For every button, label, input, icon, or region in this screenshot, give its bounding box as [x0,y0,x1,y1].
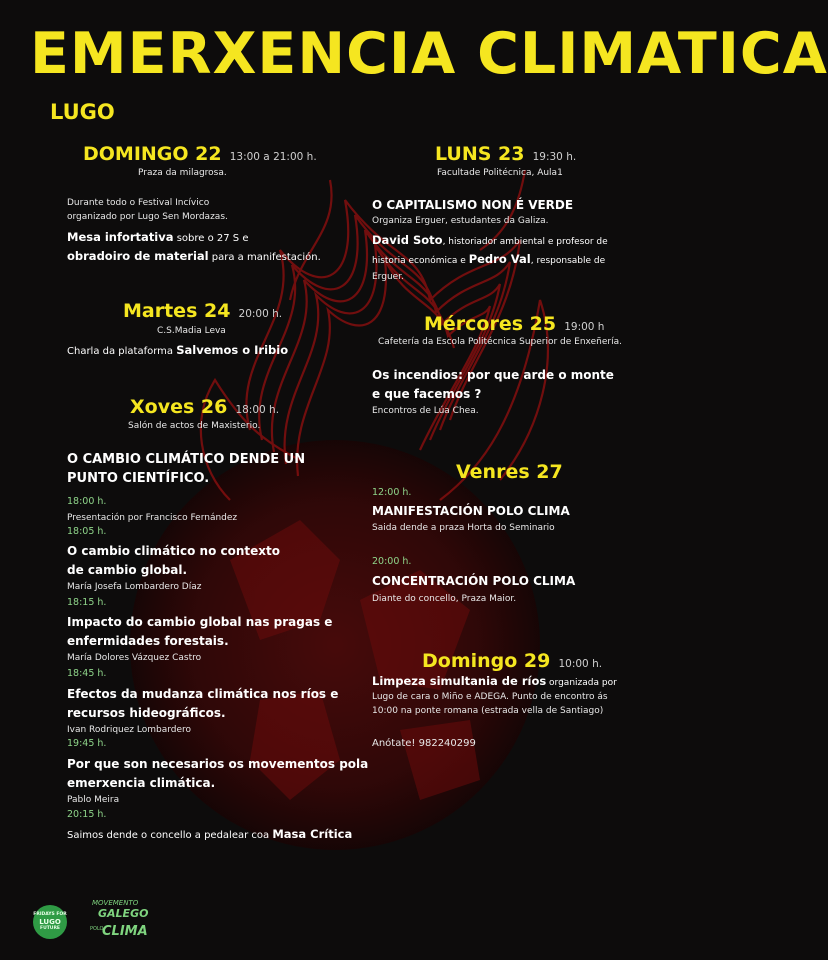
time-label: 18:05 h. [67,526,107,537]
bold-text: Salvemos o Iribio [176,343,289,357]
speaker: María Josefa Lombardero Díaz [67,582,202,592]
text-line [67,342,288,359]
logo-text: FRIDAYS FOR [33,912,67,918]
organizer: Encontros de Lúa Chea. [372,406,479,416]
time-label: 18:00 h. [67,496,107,507]
fridays-for-future-logo [33,905,67,939]
place-label: Facultade Politécnica, Aula1 [437,168,563,178]
text-line [67,826,352,843]
time-label: 10:00 h. [558,658,603,670]
time-label: 20:00 h. [372,556,412,567]
text-line [372,673,617,691]
day-title: Domingo 29 [422,650,551,672]
text: sobre o 27 S e [173,233,249,244]
xoves-26-header [130,396,279,418]
text-line: 10:00 na ponte romana (estrada vella de Santiago) [372,706,604,716]
talk-title: emerxencia climática. [67,776,216,790]
speaker: Pablo Meira [67,795,120,805]
text: para a manifestación. [208,252,321,263]
bold-text: Pedro Val [468,252,531,266]
event-title: CONCENTRACIÓN POLO CLIMA [372,574,576,588]
talk-title: Impacto do cambio global nas pragas e [67,615,333,629]
page-title: EMERXENCIA CLIMATICA [30,21,828,87]
text: Charla da plataforma [67,346,177,357]
place-label: Saida dende a praza Horta do Seminario [372,523,555,533]
time-label: 20:15 h. [67,809,107,820]
place-label: Salón de actos de Maxisterio. [128,421,261,431]
place-label: Praza da milagrosa. [138,168,227,178]
talk-title: Os incendios: por que arde o monte [372,368,614,382]
text-line [67,248,321,265]
logo-text: POLO [90,926,104,932]
logo-text: MOVEMENTO [92,899,139,907]
logo-text: FUTURE [40,926,60,932]
speaker: María Dolores Vázquez Castro [67,653,202,663]
time-label: 12:00 h. [372,487,412,498]
text-line: Erguer. [372,272,404,282]
time-label: 19:30 h. [532,151,577,163]
movemento-galego-polo-clima-logo [88,893,149,943]
domingo-22-header [83,143,317,165]
venres-27-header [456,461,563,483]
speaker: Ivan Rodriquez Lombardero [67,725,192,735]
section-heading: PUNTO CIENTÍFICO. [67,471,210,486]
time-label: 18:15 h. [67,597,107,608]
city-label: LUGO [50,100,115,124]
text-line [372,251,605,269]
martes-24-header [123,300,282,322]
talk-title: e que facemos ? [372,387,482,401]
time-label: 18:45 h. [67,668,107,679]
text: Saimos dende o concello a pedalear coa [67,830,273,841]
talk-title: Por que son necesarios os movementos pola [67,757,369,771]
time-label: 19:45 h. [67,738,107,749]
time-label: 19:00 h [564,321,605,333]
talk-title: de cambio global. [67,563,188,577]
phone-label: Anótate! 982240299 [372,738,476,749]
text-line [67,229,248,246]
talk-title: O cambio climático no contexto [67,544,281,558]
organizer: Organiza Erguer, estudantes da Galiza. [372,216,549,226]
day-title: Xoves 26 [130,396,228,418]
place-label: Diante do concello, Praza Maior. [372,594,517,604]
bold-text: David Soto [372,233,443,247]
mercores-25-header [424,313,604,335]
day-title: Venres 27 [456,461,563,483]
time-label: 20:00 h. [238,308,283,320]
day-title: Martes 24 [123,300,231,322]
bold-text: Masa Crítica [272,827,353,841]
text: , historiador ambiental e profesor de [442,237,608,247]
text: historia económica e [372,256,469,266]
place-label: C.S.Madia Leva [157,326,226,336]
text-line [372,232,608,250]
speaker: Presentación por Francisco Fernández [67,513,238,523]
domingo-29-header [422,650,602,672]
text: , responsable de [530,256,606,266]
logo-text: CLIMA [102,924,148,939]
place-label: Cafetería da Escola Politécnica Superior de Enxeñería. [378,337,622,347]
section-heading: O CAMBIO CLIMÁTICO DENDE UN [67,452,306,467]
talk-title: O CAPITALISMO NON É VERDE [372,198,574,212]
day-title: DOMINGO 22 [83,143,222,165]
day-title: LUNS 23 [435,143,525,165]
talk-title: recursos hideográficos. [67,706,226,720]
text-line: Lugo de cara o Miño e ADEGA. Punto de encontro ás [372,692,608,702]
text: organizada por [546,678,617,688]
logo-text: GALEGO [98,907,149,920]
talk-title: enfermidades forestais. [67,634,229,648]
bold-text: obradoiro de material [67,249,209,263]
event-title: MANIFESTACIÓN POLO CLIMA [372,504,570,518]
talk-title: Efectos da mudanza climática nos ríos e [67,687,339,701]
text-line: Durante todo o Festival Incívico [67,198,210,208]
time-label: 18:00 h. [235,404,280,416]
luns-23-header [435,143,576,165]
logo-text: LUGO [39,917,61,926]
bold-text: Limpeza simultania de ríos [372,674,547,688]
time-label: 13:00 a 21:00 h. [229,151,317,163]
text-line: organizado por Lugo Sen Mordazas. [67,212,228,222]
bold-text: Mesa infortativa [67,230,174,244]
day-title: Mércores 25 [424,313,557,335]
